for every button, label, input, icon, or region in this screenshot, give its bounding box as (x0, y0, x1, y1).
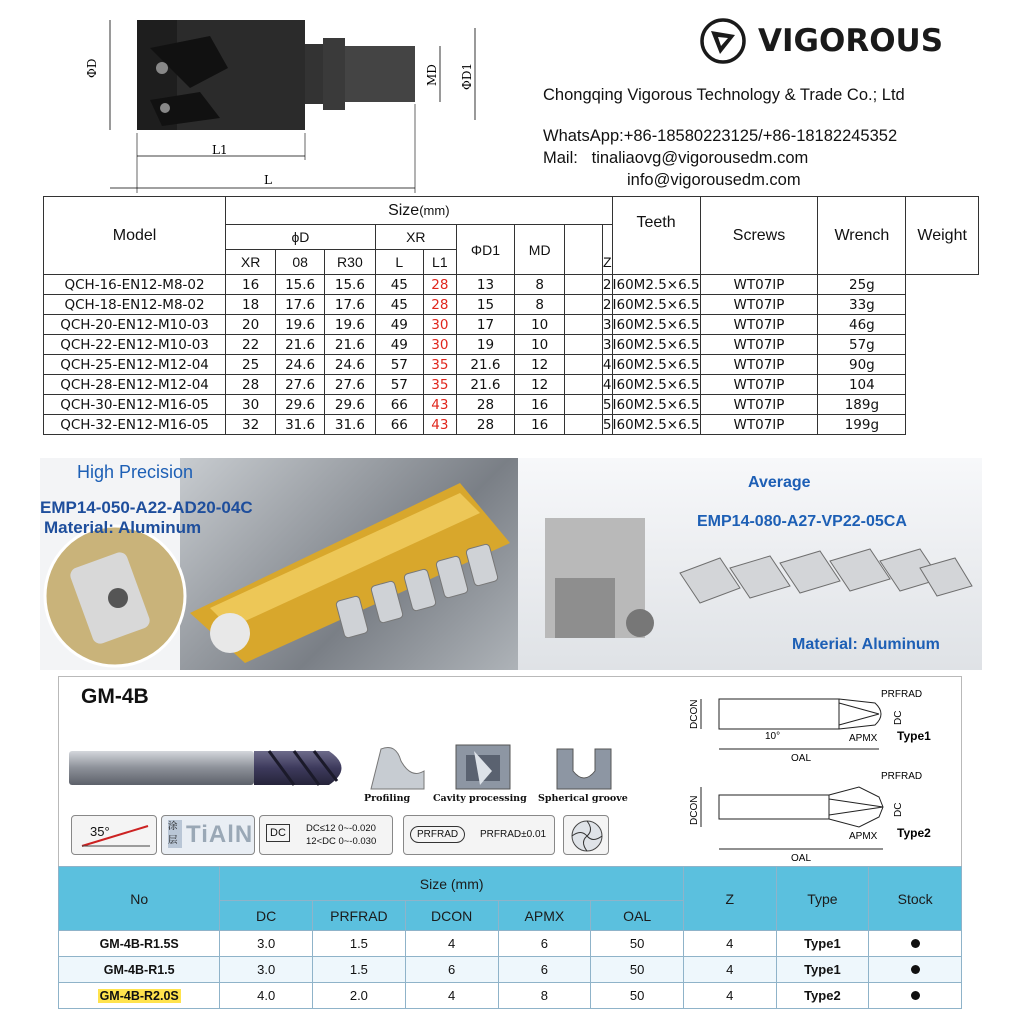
cell-screws: I60M2.5×6.5 (612, 376, 700, 393)
col-size: Size(mm) (226, 197, 612, 225)
cell-md: 10 (515, 335, 565, 355)
cell-z: 4 (683, 957, 776, 983)
in-stock-dot-icon (911, 991, 920, 1000)
mail-line (543, 147, 897, 169)
gm4b-section (58, 676, 962, 868)
gm4b-spec-table (58, 866, 962, 1009)
profiling-caption: Profiling (364, 793, 411, 804)
cell-screws: I60M2.5×6.5 (612, 296, 700, 313)
cell-wrench: WT07IP (700, 375, 818, 395)
col-empty (565, 225, 603, 275)
cell-l: 49 (375, 335, 423, 355)
col-z: Z (683, 867, 776, 931)
diagram-dcon-2: DCON (689, 795, 700, 825)
cell-z: 2 (602, 276, 612, 293)
cell-screws: I60M2.5×6.5 (612, 316, 700, 333)
cell-model: QCH-20-EN12-M10-03 (44, 315, 226, 335)
cell-md: 12 (515, 355, 565, 375)
vigorous-logo-icon (700, 18, 746, 64)
sub-08: 08 (276, 250, 325, 275)
cell-weight: 189g (818, 395, 906, 415)
cell-xr: 22 (226, 335, 276, 355)
coating-name: TiAlN (186, 821, 254, 848)
cell-d1: 21.6 (456, 355, 514, 375)
cell-l1: 28 (423, 275, 456, 295)
cell-prfrad: 1.5 (312, 931, 405, 957)
helix-angle-value: 35° (90, 824, 110, 839)
table-row (44, 335, 979, 355)
cell-screws: I60M2.5×6.5 (612, 336, 700, 353)
cell-r30: 29.6 (325, 395, 376, 415)
cell-stock (869, 983, 962, 1009)
qch-rows (44, 275, 979, 435)
tool-dimension-drawing (85, 8, 500, 194)
cell-xr: 25 (226, 355, 276, 375)
diagram-angle: 10° (765, 731, 781, 742)
cell-d1: 28 (456, 395, 514, 415)
ball-end-mill-image (69, 743, 364, 793)
cell-d1: 17 (456, 315, 514, 335)
cell-oal: 50 (591, 957, 684, 983)
cell-stock (869, 931, 962, 957)
cell-type: Type1 (776, 931, 869, 957)
table-row (44, 315, 979, 335)
label-l: L (264, 173, 272, 187)
cell-oal: 50 (591, 931, 684, 957)
cell-l: 57 (375, 375, 423, 395)
label-phiD1: ΦD1 (460, 62, 474, 90)
table-row (44, 395, 979, 415)
diagram-apmx-2: APMX (849, 831, 878, 842)
dc-tolerance-badge (259, 815, 393, 855)
col-type: Type (776, 867, 869, 931)
cell-d08: 21.6 (276, 335, 325, 355)
cell-weight: 33g (818, 295, 906, 315)
cell-xr: 20 (226, 315, 276, 335)
diagram-prfrad-1: PRFRAD (881, 689, 923, 700)
cell-r30: 31.6 (325, 415, 376, 435)
cell-l: 45 (375, 275, 423, 295)
label-l1: L1 (212, 143, 228, 157)
cell-oal: 50 (591, 983, 684, 1009)
col-phiD: ϕD (226, 225, 376, 250)
cell-weight: 25g (818, 275, 906, 295)
helix-angle-badge (71, 815, 157, 855)
cell-model: QCH-28-EN12-M12-04 (44, 375, 226, 395)
cell-r30: 21.6 (325, 335, 376, 355)
cell-wrench: WT07IP (700, 275, 818, 295)
average-label: Average (748, 474, 811, 491)
cell-empty (565, 375, 603, 395)
cell-apmx: 8 (498, 983, 591, 1009)
cell-no (59, 931, 220, 957)
cell-empty (565, 315, 603, 335)
four-flute-icon (564, 816, 610, 856)
prfrad-icon: PRFRAD (410, 826, 465, 843)
col-screws: Screws (700, 197, 818, 275)
cell-apmx: 6 (498, 931, 591, 957)
diagram-dcon-1: DCON (689, 699, 700, 729)
cell-z: 5 (602, 416, 612, 433)
cell-no (59, 983, 220, 1009)
cell-z: 4 (602, 356, 612, 373)
mail-label: Mail: (543, 149, 578, 167)
cell-l1: 43 (423, 395, 456, 415)
coating-cn-label: 涂层 (168, 820, 182, 848)
cell-wrench: WT07IP (700, 355, 818, 375)
brand-logo (700, 18, 943, 64)
table-row (59, 983, 962, 1009)
diagram-prfrad-2: PRFRAD (881, 771, 923, 782)
mail-line-2 (543, 169, 897, 191)
cell-d08: 31.6 (276, 415, 325, 435)
col-dcon: DCON (405, 901, 498, 931)
whatsapp-text: WhatsApp:+86-18580223125/+86-18182245352 (543, 127, 898, 145)
col-prfrad: PRFRAD (312, 901, 405, 931)
cell-r30: 24.6 (325, 355, 376, 375)
left-model-label: EMP14-050-A22-AD20-04C (40, 498, 253, 517)
col-no: No (59, 867, 220, 931)
cell-empty (565, 295, 603, 315)
col-md: MD (515, 225, 565, 275)
diagram-type1: Type1 (897, 729, 931, 743)
prfrad-tolerance-badge (403, 815, 555, 855)
cell-d08: 24.6 (276, 355, 325, 375)
flute-count-badge (563, 815, 609, 855)
gm4b-title: GM-4B (81, 685, 149, 708)
qch-spec-table (43, 196, 979, 435)
cavity-caption: Cavity processing (433, 793, 527, 804)
cell-no (59, 957, 220, 983)
diagram-oal-1: OAL (791, 753, 812, 764)
cell-md: 8 (515, 275, 565, 295)
cell-screws: I60M2.5×6.5 (612, 276, 700, 293)
cell-d08: 19.6 (276, 315, 325, 335)
right-model-label: EMP14-080-A27-VP22-05CA (697, 513, 907, 530)
cell-model: QCH-22-EN12-M10-03 (44, 335, 226, 355)
cell-d08: 17.6 (276, 295, 325, 315)
diagram-dc-1: DC (893, 710, 904, 725)
diagram-dc-2: DC (893, 802, 904, 817)
col-xr: XR (375, 225, 456, 250)
cavity-processing-icon (452, 741, 514, 793)
model-number: GM-4B-R1.5 (103, 962, 175, 977)
col-phiD1: ΦD1 (456, 225, 514, 275)
coating-badge (161, 815, 255, 855)
cell-d1: 28 (456, 415, 514, 435)
cell-screws: I60M2.5×6.5 (612, 356, 700, 373)
cell-model: QCH-16-EN12-M8-02 (44, 275, 226, 295)
cell-model: QCH-30-EN12-M16-05 (44, 395, 226, 415)
prfrad-tol: PRFRAD±0.01 (480, 829, 547, 840)
model-number: GM-4B-R2.0S (99, 988, 179, 1003)
cell-r30: 19.6 (325, 315, 376, 335)
cell-weight: 90g (818, 355, 906, 375)
cell-wrench: WT07IP (700, 315, 818, 335)
cell-apmx: 6 (498, 957, 591, 983)
cell-md: 16 (515, 395, 565, 415)
left-material-label: Material: Aluminum (44, 518, 202, 537)
cell-r30: 15.6 (325, 275, 376, 295)
label-phiD: ΦD (85, 58, 99, 78)
cell-wrench: WT07IP (700, 335, 818, 355)
cell-z: 4 (683, 983, 776, 1009)
cell-z: 5 (602, 396, 612, 413)
cell-dc: 4.0 (220, 983, 313, 1009)
spherical-groove-icon (553, 741, 615, 793)
table-row (44, 275, 979, 295)
col-stock: Stock (869, 867, 962, 931)
dc-tol-line-1: DC≤12 0~-0.020 (306, 823, 376, 834)
dc-tol-line-2: 12<DC 0~-0.030 (306, 836, 377, 847)
cell-l: 45 (375, 295, 423, 315)
cell-l: 66 (375, 415, 423, 435)
cell-d08: 29.6 (276, 395, 325, 415)
brand-name: VIGOROUS (758, 23, 944, 59)
cell-empty (565, 395, 603, 415)
cell-dc: 3.0 (220, 931, 313, 957)
diagram-apmx-1: APMX (849, 733, 878, 744)
cell-l: 66 (375, 395, 423, 415)
table-row (59, 957, 962, 983)
mail-address-1[interactable]: tinaliaovg@vigorousedm.com (591, 149, 809, 167)
cell-weight: 104 (818, 375, 906, 395)
cell-empty (565, 335, 603, 355)
cell-xr: 30 (226, 395, 276, 415)
cell-empty (565, 355, 603, 375)
dc-icon: DC (266, 824, 290, 842)
col-model: Model (44, 197, 226, 275)
cell-z: 3 (602, 316, 612, 333)
cell-z: 4 (683, 931, 776, 957)
cell-wrench: WT07IP (700, 415, 818, 435)
sub-z: Z (602, 250, 612, 275)
contact-block (543, 125, 897, 191)
cell-l: 57 (375, 355, 423, 375)
cell-md: 16 (515, 415, 565, 435)
cell-xr: 32 (226, 415, 276, 435)
company-name: Chongqing Vigorous Technology & Trade Co.; Ltd (543, 86, 905, 104)
cell-dcon: 4 (405, 983, 498, 1009)
product-photo-band (40, 458, 982, 670)
cell-stock (869, 957, 962, 983)
cell-xr: 28 (226, 375, 276, 395)
col-weight: Weight (906, 197, 979, 275)
cell-weight: 46g (818, 315, 906, 335)
diagram-oal-2: OAL (791, 853, 812, 864)
cell-wrench: WT07IP (700, 395, 818, 415)
cell-l1: 35 (423, 375, 456, 395)
col-size-mm: Size (mm) (220, 867, 684, 901)
profiling-icon (366, 741, 428, 793)
cell-l1: 35 (423, 355, 456, 375)
cell-z: 4 (602, 376, 612, 393)
cell-d1: 13 (456, 275, 514, 295)
cell-model: QCH-18-EN12-M8-02 (44, 295, 226, 315)
cell-weight: 199g (818, 415, 906, 435)
cell-md: 10 (515, 315, 565, 335)
cell-empty (565, 275, 603, 295)
cell-d1: 15 (456, 295, 514, 315)
cell-l1: 30 (423, 315, 456, 335)
cell-z: 3 (602, 336, 612, 353)
table-row (44, 355, 979, 375)
cell-l1: 28 (423, 295, 456, 315)
col-apmx: APMX (498, 901, 591, 931)
sub-l: L (375, 250, 423, 275)
cell-prfrad: 2.0 (312, 983, 405, 1009)
cell-type: Type2 (776, 983, 869, 1009)
table-row (44, 375, 979, 395)
cell-d08: 27.6 (276, 375, 325, 395)
cell-wrench: WT07IP (700, 295, 818, 315)
high-precision-label: High Precision (77, 462, 194, 482)
gm4b-rows (59, 931, 962, 1009)
cell-r30: 27.6 (325, 375, 376, 395)
cell-model: QCH-32-EN12-M16-05 (44, 415, 226, 435)
table-row (44, 415, 979, 435)
cell-dc: 3.0 (220, 957, 313, 983)
sub-xr: XR (226, 250, 276, 275)
mail-address-2[interactable]: info@vigorousedm.com (627, 171, 801, 189)
diagram-type2: Type2 (897, 826, 931, 840)
cell-xr: 16 (226, 275, 276, 295)
table-row (59, 931, 962, 957)
col-teeth: Teeth (612, 197, 700, 250)
cell-d1: 21.6 (456, 375, 514, 395)
cell-type: Type1 (776, 957, 869, 983)
in-stock-dot-icon (911, 939, 920, 948)
sub-r30: R30 (325, 250, 376, 275)
header-section (0, 0, 1020, 196)
table-row (44, 295, 979, 315)
spherical-caption: Spherical groove (538, 793, 628, 804)
cell-screws: I60M2.5×6.5 (612, 416, 700, 433)
cell-l1: 30 (423, 335, 456, 355)
model-number: GM-4B-R1.5S (99, 936, 179, 951)
cell-screws: I60M2.5×6.5 (612, 396, 700, 413)
right-material-label: Material: Aluminum (792, 636, 940, 653)
cell-dcon: 4 (405, 931, 498, 957)
col-oal: OAL (591, 901, 684, 931)
cell-md: 8 (515, 295, 565, 315)
cell-dcon: 6 (405, 957, 498, 983)
cell-model: QCH-25-EN12-M12-04 (44, 355, 226, 375)
cell-prfrad: 1.5 (312, 957, 405, 983)
cell-empty (565, 415, 603, 435)
col-wrench: Wrench (818, 197, 906, 275)
label-md: MD (425, 64, 439, 86)
col-dc: DC (220, 901, 313, 931)
cell-xr: 18 (226, 295, 276, 315)
cell-z: 2 (602, 296, 612, 313)
sub-l1: L1 (423, 250, 456, 275)
type-dimension-diagram (679, 677, 961, 867)
cell-l: 49 (375, 315, 423, 335)
cell-weight: 57g (818, 335, 906, 355)
cell-l1: 43 (423, 415, 456, 435)
in-stock-dot-icon (911, 965, 920, 974)
cell-r30: 17.6 (325, 295, 376, 315)
cell-md: 12 (515, 375, 565, 395)
cell-d1: 19 (456, 335, 514, 355)
cell-d08: 15.6 (276, 275, 325, 295)
